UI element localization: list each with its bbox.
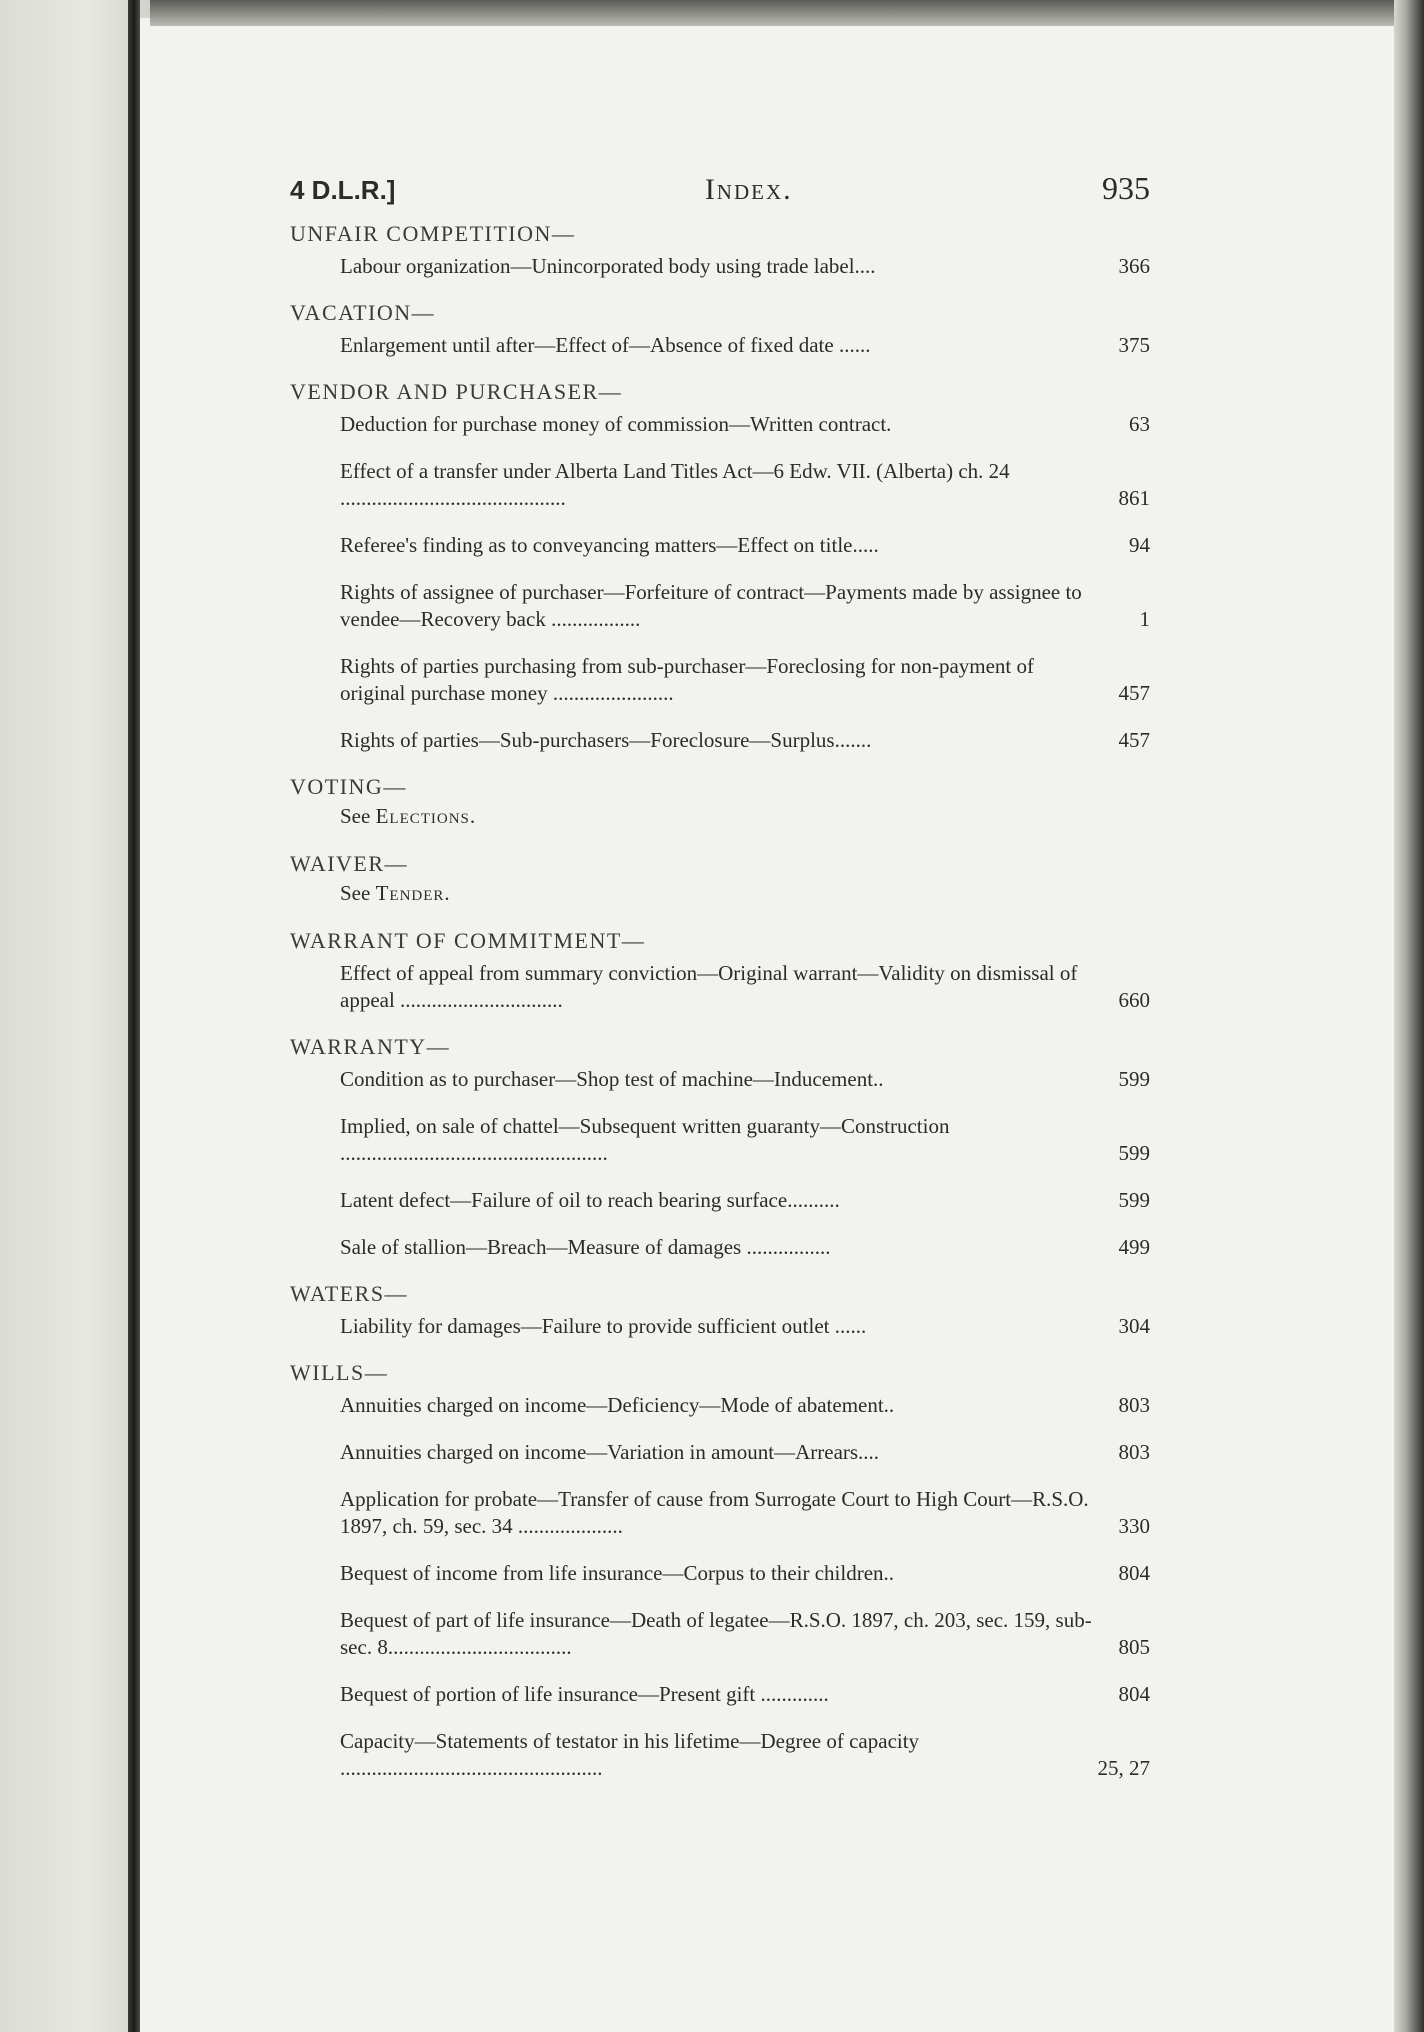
entry-text: Liability for damages—Failure to provide sufficient outlet ......	[340, 1314, 867, 1338]
index-entry	[340, 1439, 1150, 1466]
index-entry	[340, 458, 1150, 512]
index-entry	[340, 253, 1150, 280]
book-spine	[128, 0, 140, 2032]
entry-page-number: 63	[1129, 412, 1150, 436]
volume-label: 4 D.L.R.]	[290, 175, 396, 205]
index-entry	[340, 532, 1150, 559]
see-target: Tender.	[375, 881, 451, 905]
entry-page-number: 457	[1118, 728, 1150, 752]
entry-text: Enlargement until after—Effect of—Absence of fixed date ......	[340, 333, 871, 357]
entry-page-number: 803	[1118, 1393, 1150, 1417]
index-heading: WARRANT OF COMMITMENT—	[290, 928, 646, 953]
entry-text: Bequest of part of life insurance—Death of legatee—R.S.O. 1897, ch. 203, sec. 159, sub-sec. 8...................................	[340, 1608, 1092, 1659]
index-entry	[340, 1607, 1150, 1661]
index-heading: VENDOR AND PURCHASER—	[290, 379, 623, 404]
entry-page-number: 94	[1129, 533, 1150, 557]
entry-page-number: 457	[1118, 681, 1150, 705]
entry-text: Annuities charged on income—Deficiency—Mode of abatement..	[340, 1393, 895, 1417]
entry-text: Rights of assignee of purchaser—Forfeiture of contract—Payments made by assignee to vendee—Recovery back .................	[340, 580, 1082, 631]
index-entry	[340, 727, 1150, 754]
index-entry	[340, 1313, 1150, 1340]
entry-text: Implied, on sale of chattel—Subsequent written guaranty—Construction ...................................................	[340, 1114, 950, 1165]
running-head	[290, 170, 1150, 207]
index-entry	[340, 1113, 1150, 1167]
see-prefix: See	[340, 804, 371, 828]
right-page-edge	[1394, 0, 1424, 2032]
index-entry	[340, 1392, 1150, 1419]
index-entry	[340, 1234, 1150, 1261]
entry-page-number: 1	[1139, 607, 1150, 631]
entry-page-number: 375	[1118, 333, 1150, 357]
index-entry	[340, 1187, 1150, 1214]
entry-text: Capacity—Statements of testator in his lifetime—Degree of capacity ..................................................	[340, 1729, 920, 1780]
entry-text: Labour organization—Unincorporated body using trade label....	[340, 254, 876, 278]
see-reference	[340, 881, 1150, 906]
entry-text: Deduction for purchase money of commission—Written contract.	[340, 412, 892, 436]
page-title: Index.	[704, 173, 793, 206]
entry-text: Rights of parties purchasing from sub-purchaser—Foreclosing for non-payment of original purchase money .......................	[340, 654, 1035, 705]
entry-page-number: 805	[1118, 1635, 1150, 1659]
entry-page-number: 25, 27	[1097, 1756, 1150, 1780]
see-prefix: See	[340, 881, 371, 905]
page-content	[290, 170, 1150, 1802]
index-entry	[340, 1728, 1150, 1782]
index-entry	[340, 332, 1150, 359]
entry-page-number: 660	[1118, 988, 1150, 1012]
index-heading: VOTING—	[290, 774, 407, 799]
index-body	[290, 221, 1150, 1782]
entry-text: Bequest of income from life insurance—Corpus to their children..	[340, 1561, 895, 1585]
index-heading: WAIVER—	[290, 851, 409, 876]
entry-page-number: 599	[1118, 1141, 1150, 1165]
entry-page-number: 861	[1118, 486, 1150, 510]
index-entry	[340, 1066, 1150, 1093]
entry-page-number: 599	[1118, 1188, 1150, 1212]
index-entry	[340, 1560, 1150, 1587]
entry-page-number: 366	[1118, 254, 1150, 278]
index-entry	[340, 579, 1150, 633]
entry-page-number: 499	[1118, 1235, 1150, 1259]
index-heading: WATERS—	[290, 1281, 409, 1306]
entry-page-number: 330	[1118, 1514, 1150, 1538]
index-heading: WARRANTY—	[290, 1034, 451, 1059]
top-shadow	[150, 0, 1424, 26]
index-entry	[340, 653, 1150, 707]
entry-page-number: 599	[1118, 1067, 1150, 1091]
entry-text: Effect of a transfer under Alberta Land Titles Act—6 Edw. VII. (Alberta) ch. 24 ...........................................	[340, 459, 1010, 510]
index-entry	[340, 1486, 1150, 1540]
entry-page-number: 803	[1118, 1440, 1150, 1464]
entry-text: Rights of parties—Sub-purchasers—Foreclosure—Surplus.......	[340, 728, 872, 752]
index-entry	[340, 1681, 1150, 1708]
entry-text: Sale of stallion—Breach—Measure of damages ................	[340, 1235, 831, 1259]
entry-text: Annuities charged on income—Variation in amount—Arrears....	[340, 1440, 880, 1464]
entry-text: Condition as to purchaser—Shop test of machine—Inducement..	[340, 1067, 884, 1091]
index-heading: VACATION—	[290, 300, 436, 325]
entry-text: Effect of appeal from summary conviction—Original warrant—Validity on dismissal of appeal ...............................	[340, 961, 1078, 1012]
entry-page-number: 804	[1118, 1561, 1150, 1585]
see-target: Elections.	[375, 804, 477, 828]
entry-text: Application for probate—Transfer of cause from Surrogate Court to High Court—R.S.O. 1897, ch. 59, sec. 34 ....................	[340, 1487, 1089, 1538]
index-heading: WILLS—	[290, 1360, 389, 1385]
index-heading: UNFAIR COMPETITION—	[290, 221, 576, 246]
page-number: 935	[1102, 170, 1150, 206]
entry-page-number: 304	[1118, 1314, 1150, 1338]
entry-text: Referee's finding as to conveyancing matters—Effect on title.....	[340, 533, 879, 557]
see-reference	[340, 804, 1150, 829]
index-entry	[340, 960, 1150, 1014]
index-entry	[340, 411, 1150, 438]
entry-text: Bequest of portion of life insurance—Present gift .............	[340, 1682, 829, 1706]
entry-page-number: 804	[1118, 1682, 1150, 1706]
entry-text: Latent defect—Failure of oil to reach bearing surface..........	[340, 1188, 840, 1212]
